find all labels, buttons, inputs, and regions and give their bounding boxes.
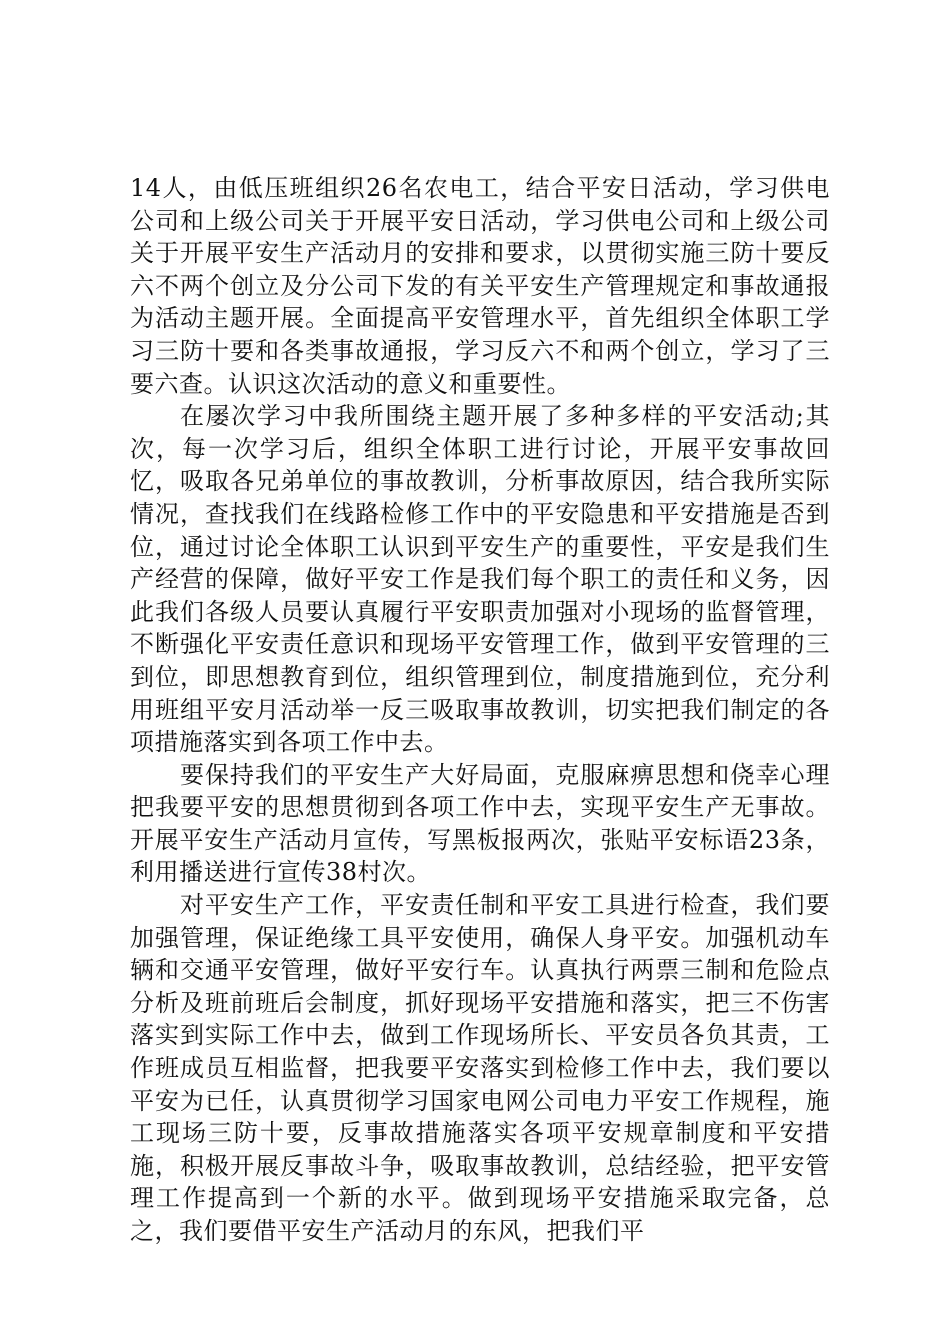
paragraph-4: 对平安生产工作，平安责任制和平安工具进行检查，我们要加强管理，保证绝缘工具平安使用，确保人身平安。加强机动车辆和交通平安管理，做好平安行车。认真执行两票三制和危险点分析及班前班后会制度，抓好现场平安措施和落实，把三不伤害落实到实际工作中去，做到工作现场所长、平安员各负其责，工作班成员互相监督，把我要平安落实到检修工作中去，我们要以平安为已任，认真贯彻学习国家电网公司电力平安工作规程，施工现场三防十要，反事故措施落实各项平安规章制度和平安措施，积极开展反事故斗争，吸取事故教训，总结经验，把平安管理工作提高到一个新的水平。做到现场平安措施采取完备，总之，我们要借平安生产活动月的东风，把我们平 [130,891,830,1245]
paragraph-3: 要保持我们的平安生产大好局面，克服麻痹思想和侥幸心理把我要平安的思想贯彻到各项工作中去，实现平安生产无事故。开展平安生产活动月宣传，写黑板报两次，张贴平安标语23条，利用播送进行宣传38村次。 [130,760,830,887]
paragraph-1: 14人，由低压班组织26名农电工，结合平安日活动，学习供电公司和上级公司关于开展平安日活动，学习供电公司和上级公司关于开展平安生产活动月的安排和要求，以贯彻实施三防十要反六不两个创立及分公司下发的有关平安生产管理规定和事故通报为活动主题开展。全面提高平安管理水平，首先组织全体职工学习三防十要和各类事故通报，学习反六不和两个创立，学习了三要六查。认识这次活动的意义和重要性。 [130,174,830,398]
paragraph-2: 在屡次学习中我所围绕主题开展了多种多样的平安活动;其次，每一次学习后，组织全体职工进行讨论，开展平安事故回忆，吸取各兄弟单位的事故教训，分析事故原因，结合我所实际情况，查找我们在线路检修工作中的平安隐患和平安措施是否到位，通过讨论全体职工认识到平安生产的重要性，平安是我们生产经营的保障，做好平安工作是我们每个职工的责任和义务，因此我们各级人员要认真履行平安职责加强对小现场的监督管理，不断强化平安责任意识和现场平安管理工作，做到平安管理的三到位，即思想教育到位，组织管理到位，制度措施到位，充分利用班组平安月活动举一反三吸取事故教训，切实把我们制定的各项措施落实到各项工作中去。 [130,402,830,757]
document-body [130,172,830,1248]
